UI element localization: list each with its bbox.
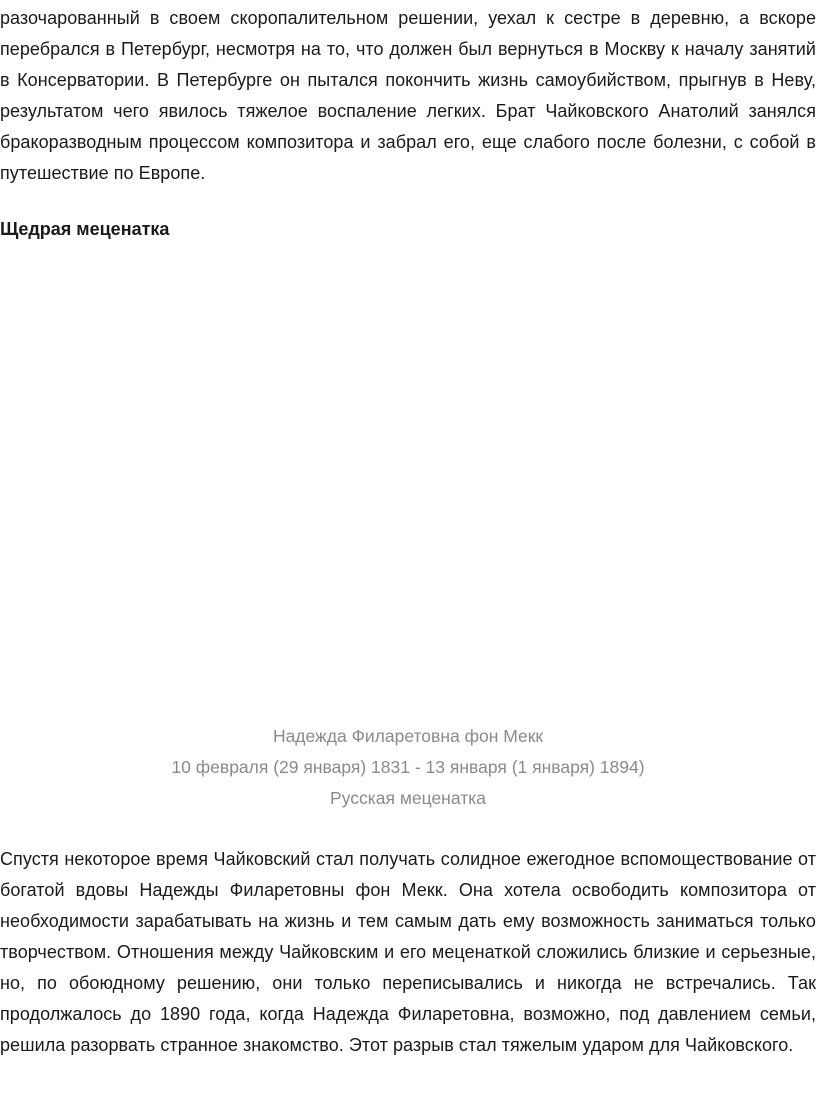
- section-heading: Щедрая меценатка: [0, 219, 170, 239]
- caption-dates: 10 февраля (29 января) 1831 - 13 января (1 января) 1894): [171, 757, 645, 777]
- image-caption: [0, 721, 816, 814]
- caption-role: Русская меценатка: [330, 788, 486, 808]
- paragraph-bottom: Спустя некоторое время Чайковский стал получать солидное ежегодное вспомоществование от богатой вдовы Надежды Филаретовны фон Мекк. Она хотела освободить композитора от необходимости зарабатывать на жизнь и тем самым дать ему возможность заниматься только творчеством. Отношения между Чайковским и его меценаткой сложились близкие и серьезные, но, по обоюдному решению, они только переписывались и никогда не встречались. Так продолжалось до 1890 года, когда Надежда Филаретовна, возможно, под давлением семьи, решила разорвать странное знакомство. Этот разрыв стал тяжелым ударом для Чайковского.: [0, 849, 816, 1055]
- portrait-image-placeholder: [0, 256, 816, 711]
- paragraph-top: разочарованный в своем скоропалительном решении, уехал к сестре в деревню, а вскоре перебрался в Петербург, несмотря на то, что должен был вернуться в Москву к началу занятий в Консерватории. В Петербурге он пытался покончить жизнь самоубийством, прыгнув в Неву, результатом чего явилось тяжелое воспаление легких. Брат Чайковского Анатолий занялся бракоразводным процессом композитора и забрал его, еще слабого после болезни, с собой в путешествие по Европе.: [0, 8, 816, 183]
- caption-name: Надежда Филаретовна фон Мекк: [272, 726, 544, 746]
